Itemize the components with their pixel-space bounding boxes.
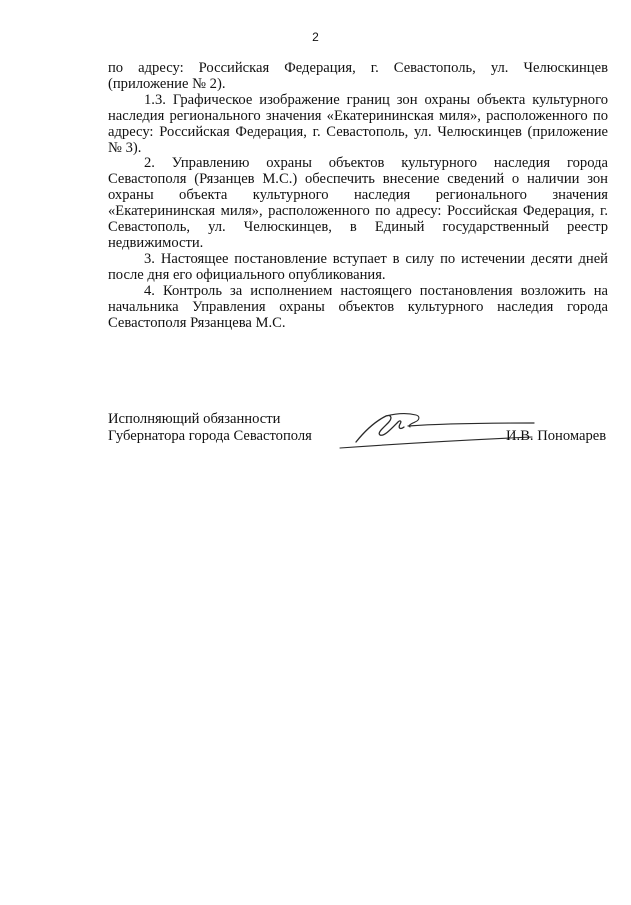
page-number: 2 — [312, 30, 319, 44]
paragraph-2: 2. Управлению охраны объектов культурного наследия города Севастополя (Рязанцев М.С.) обеспечить внесение сведений о наличии зон охраны объекта культурного наследия регионального значения «Екатерининская миля», расположенного по адресу: Российская Федерация, г. Севастополь, ул. Челюскинцев, в Единый государственный реестр недвижимости. — [108, 155, 608, 251]
signatory-position — [108, 411, 312, 445]
signatory-name: И.В. Пономарев — [506, 428, 607, 444]
paragraph-4: 4. Контроль за исполнением настоящего постановления возложить на начальника Управления охраны объектов культурного наследия города Севастополя Рязанцева М.С. — [108, 282, 608, 331]
paragraph-1-3: 1.3. Графическое изображение границ зон охраны объекта культурного наследия регионального значения «Екатерининская миля», расположенного по адресу: Российская Федерация, г. Севастополь, ул. Челюскинцев (приложение № 3). — [108, 91, 608, 156]
signatory-position-line-2: Губернатора города Севастополя — [108, 428, 312, 444]
paragraph-3: 3. Настоящее постановление вступает в силу по истечении десяти дней после дня его официального опубликования. — [108, 250, 608, 283]
document-body — [108, 61, 608, 331]
paragraph-address-continuation: по адресу: Российская Федерация, г. Севастополь, ул. Челюскинцев (приложение № 2). — [108, 60, 608, 92]
signatory-position-line-1: Исполняющий обязанности — [108, 411, 281, 427]
